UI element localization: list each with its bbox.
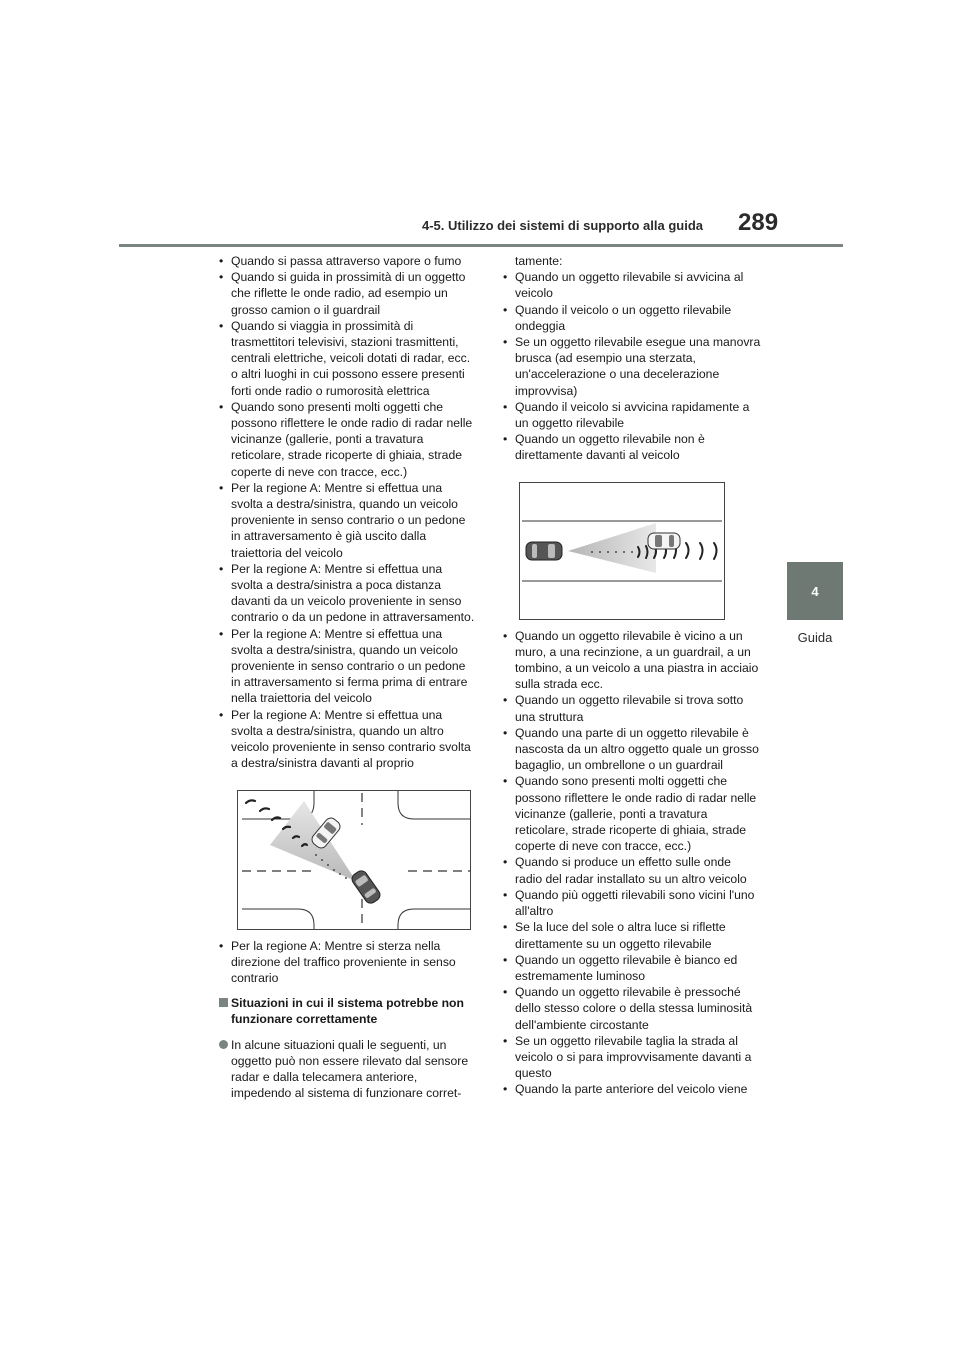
list-item: • Quando sono presenti molti oggetti che possono riflettere le onde radio di radar nelle vicinanze (gallerie, ponti a travatura reticolare, strade ricoperte di ghiaia, strade coperte di neve con tracce, ecc.) bbox=[219, 399, 475, 480]
list-item: • Quando si produce un effetto sulle onde radio del radar installato su un altro veicolo bbox=[503, 854, 761, 886]
list-item: • Quando un oggetto rilevabile si trova sotto una struttura bbox=[503, 692, 761, 724]
chapter-label: Guida bbox=[797, 630, 833, 645]
list-item: • Quando più oggetti rilevabili sono vicini l'uno all'altro bbox=[503, 887, 761, 919]
header-rule bbox=[119, 244, 843, 247]
list-item: • Quando si guida in prossimità di un oggetto che riflette le onde radio, ad esempio un grosso camion o il guardrail bbox=[219, 269, 475, 318]
section-heading bbox=[219, 995, 475, 1027]
list-item: • Quando si viaggia in prossimità di trasmettitori televisivi, stazioni trasmittenti, centrali elettriche, veicoli dotati di radar, ecc. o altri luoghi in cui possono essere presenti forti onde radio o rumorosità elettrica bbox=[219, 318, 475, 399]
list-item: • Quando un oggetto rilevabile è bianco ed estremamente luminoso bbox=[503, 952, 761, 984]
list-item: • Quando un oggetto rilevabile si avvicina al veicolo bbox=[503, 269, 761, 301]
chapter-number: 4 bbox=[811, 584, 819, 599]
chapter-tab bbox=[787, 562, 843, 620]
list-item: • Per la regione A: Mentre si effettua una svolta a destra/sinistra a poca distanza davanti da un veicolo proveniente in senso contrario o da un pedone in attraversamento. bbox=[219, 561, 475, 626]
list-item: • Quando il veicolo si avvicina rapidamente a un oggetto rilevabile bbox=[503, 399, 761, 431]
heading-text: Situazioni in cui il sistema potrebbe non funzionare correttamente bbox=[231, 996, 464, 1027]
square-bullet-icon bbox=[219, 998, 228, 1007]
right-column bbox=[503, 253, 761, 1098]
list-item: • Se un oggetto rilevabile esegue una manovra brusca (ad esempio una sterzata, un'accelerazione o una decelerazione improvvisa) bbox=[503, 334, 761, 399]
list-item: • Quando la parte anteriore del veicolo viene bbox=[503, 1081, 761, 1097]
list-item: • Se la luce del sole o altra luce si riflette direttamente su un oggetto rilevabile bbox=[503, 919, 761, 951]
section-title: 4-5. Utilizzo dei sistemi di supporto alla guida bbox=[422, 218, 703, 233]
left-column bbox=[219, 253, 475, 1101]
bullet-list bbox=[503, 269, 761, 463]
paragraph bbox=[219, 1037, 475, 1102]
bullet-list bbox=[219, 253, 475, 772]
list-item: • Per la regione A: Mentre si sterza nella direzione del traffico proveniente in senso contrario bbox=[219, 938, 475, 987]
list-item: • Quando sono presenti molti oggetti che possono riflettere le onde radio di radar nelle vicinanze (gallerie, ponti a travatura reticolare, strade ricoperte di ghiaia, strade coperte di neve con tracce, ecc.) bbox=[503, 773, 761, 854]
circle-bullet-icon bbox=[219, 1040, 228, 1049]
road-offset-illustration bbox=[519, 482, 725, 620]
page-number: 289 bbox=[738, 209, 779, 236]
bullet-list bbox=[503, 628, 761, 1098]
intersection-turn-illustration bbox=[237, 790, 471, 930]
list-item: • Quando il veicolo o un oggetto rilevabile ondeggia bbox=[503, 302, 761, 334]
bullet-list bbox=[219, 938, 475, 987]
list-item: • Quando un oggetto rilevabile è pressoché dello stesso colore o della stessa luminosità dell'ambiente circostante bbox=[503, 984, 761, 1033]
list-item: • Quando un oggetto rilevabile è vicino a un muro, a una recinzione, a un guardrail, a un tombino, a un veicolo a una piastra in acciaio sulla strada ecc. bbox=[503, 628, 761, 693]
continuation-text: tamente: bbox=[515, 254, 563, 268]
list-item: • Se un oggetto rilevabile taglia la strada al veicolo o si para improvvisamente davanti a questo bbox=[503, 1033, 761, 1082]
list-item: • Per la regione A: Mentre si effettua una svolta a destra/sinistra, quando un veicolo proveniente in senso contrario o un pedone in attraversamento si ferma prima di entrare nella traiettoria del veicolo bbox=[219, 626, 475, 707]
list-item: • Quando un oggetto rilevabile non è direttamente davanti al veicolo bbox=[503, 431, 761, 463]
paragraph-text: In alcune situazioni quali le seguenti, un oggetto può non essere rilevato dal sensore radar e dalla telecamera anteriore, impedendo al sistema di funzionare corret- bbox=[231, 1037, 469, 1101]
list-item: • Quando una parte di un oggetto rilevabile è nascosta da un altro oggetto quale un grosso bagaglio, un ombrellone o un guardrail bbox=[503, 725, 761, 774]
list-item: • Per la regione A: Mentre si effettua una svolta a destra/sinistra, quando un veicolo proveniente in senso contrario o un pedone in attraversamento è già uscito dalla traiettoria del veicolo bbox=[219, 480, 475, 561]
list-item: • Quando si passa attraverso vapore o fumo bbox=[219, 253, 475, 269]
list-item: • Per la regione A: Mentre si effettua una svolta a destra/sinistra, quando un altro veicolo proveniente in senso contrario svolta a destra/sinistra davanti al proprio bbox=[219, 707, 475, 772]
